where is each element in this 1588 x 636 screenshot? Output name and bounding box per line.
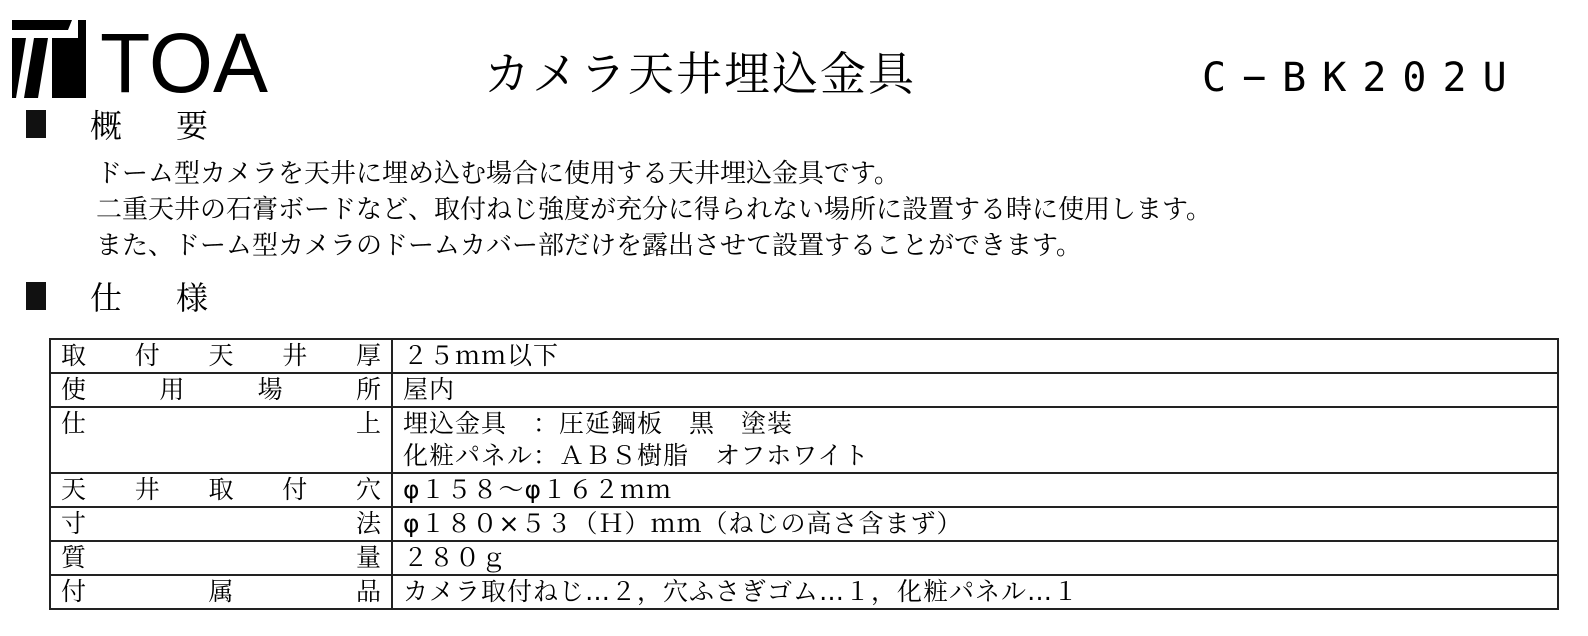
spec-value-line: カメラ取付ねじ…２，穴ふさぎゴム…１，化粧パネル…１: [403, 577, 1080, 606]
model-number: C−BK202U: [1202, 55, 1523, 101]
spec-row: [50, 407, 1558, 473]
spec-value-line: φ１５８〜φ１６２ｍｍ: [403, 475, 672, 504]
spec-label-char: 天: [208, 341, 234, 370]
spec-label-char: 天: [61, 475, 87, 504]
spec-label: [50, 407, 392, 473]
spec-row: [50, 473, 1558, 507]
spec-label: [50, 339, 392, 373]
spec-label-char: 厚: [355, 341, 381, 370]
spec-label-char: 所: [355, 375, 381, 404]
spec-label-char: 穴: [355, 475, 381, 504]
spec-label: [50, 507, 392, 541]
spec-label-char: 使: [61, 375, 87, 404]
spec-label-char: 法: [355, 509, 381, 538]
overview-line: ドーム型カメラを天井に埋め込む場合に使用する天井埋込金具です。: [96, 159, 900, 189]
spec-row: [50, 373, 1558, 407]
toa-logo: [12, 20, 270, 98]
spec-label-char: 取: [61, 341, 87, 370]
spec-value: [392, 541, 1558, 575]
spec-value: [392, 339, 1558, 373]
document-title: カメラ天井埋込金具: [484, 47, 916, 101]
spec-label-char: 取: [208, 475, 234, 504]
overview-line: また、ドーム型カメラのドームカバー部だけを露出させて設置することができます。: [96, 231, 1082, 261]
spec-value: [392, 473, 1558, 507]
overview-title: 概要: [90, 107, 263, 145]
spec-table: [49, 338, 1559, 610]
spec-title: 仕様: [90, 279, 263, 317]
spec-label-char: 井: [282, 341, 308, 370]
spec-label: [50, 541, 392, 575]
spec-row: [50, 339, 1558, 373]
spec-value-line: ２８０ｇ: [403, 543, 508, 572]
spec-row: [50, 575, 1558, 609]
section-bullet-icon: [26, 282, 46, 310]
spec-label-char: 付: [134, 341, 160, 370]
spec-value-line: 化粧パネル：ＡＢＳ樹脂 オフホワイト: [403, 441, 870, 470]
brand-text: TOA: [100, 20, 268, 98]
overview-line: 二重天井の石膏ボードなど、取付ねじ強度が充分に得られない場所に設置する時に使用します。: [96, 195, 1212, 225]
spec-value-line: φ１８０×５３（Ｈ）ｍｍ（ねじの高さ含まず）: [403, 509, 963, 538]
spec-label-char: 付: [282, 475, 308, 504]
spec-value-line: ２５ｍｍ以下: [403, 341, 560, 370]
spec-label-char: 上: [355, 409, 381, 438]
overview-heading: [26, 104, 262, 144]
spec-label-char: 井: [134, 475, 160, 504]
spec-row: [50, 541, 1558, 575]
section-bullet-icon: [26, 110, 46, 138]
spec-row: [50, 507, 1558, 541]
spec-label-char: 寸: [61, 509, 87, 538]
spec-label-char: 属: [208, 577, 234, 606]
overview-text: [96, 156, 1212, 264]
spec-label-char: 質: [61, 543, 87, 572]
spec-heading: [26, 276, 262, 316]
spec-value: [392, 507, 1558, 541]
spec-label-char: 仕: [61, 409, 87, 438]
spec-label: [50, 373, 392, 407]
spec-label-char: 用: [159, 375, 185, 404]
spec-value-line: 埋込金具 ：圧延鋼板 黒 塗装: [403, 409, 794, 438]
spec-value-line: 屋内: [403, 375, 456, 404]
spec-label-char: 付: [61, 577, 87, 606]
spec-label: [50, 575, 392, 609]
spec-value: [392, 407, 1558, 473]
spec-label-char: 量: [355, 543, 381, 572]
spec-label-char: 品: [355, 577, 381, 606]
spec-label-char: 場: [257, 375, 283, 404]
spec-label: [50, 473, 392, 507]
spec-value: [392, 575, 1558, 609]
spec-value: [392, 373, 1558, 407]
